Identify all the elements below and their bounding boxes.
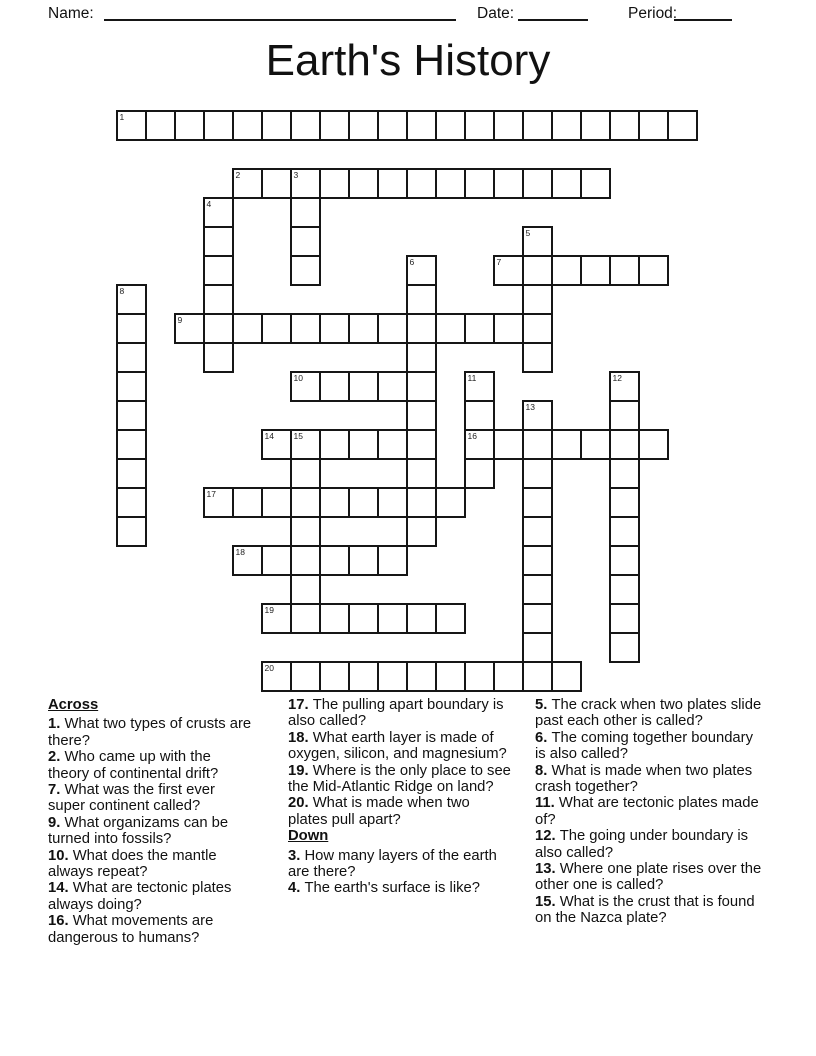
cell-number-6: 6 [409, 257, 415, 267]
clues-heading-down: Down [288, 828, 329, 845]
clue-2: 2. Who came up with the theory of continental drift? [48, 749, 219, 782]
grid-cell-r6c14[interactable] [522, 284, 553, 315]
clue-19: 19. Where is the only place to see the Mid-Atlantic Ridge on land? [288, 762, 511, 796]
name-label: Name: [48, 5, 94, 22]
grid-cell-r5c13[interactable] [493, 255, 524, 286]
clue-6: 6. The coming together boundary is also called? [535, 729, 753, 763]
grid-cell-r4c14[interactable] [522, 226, 553, 257]
cell-number-5: 5 [525, 228, 531, 238]
grid-cell-r4c3[interactable] [203, 226, 234, 257]
grid-cell-r9c0[interactable] [116, 371, 147, 402]
grid-cell-r2c4[interactable] [232, 168, 263, 199]
grid-cell-r5c10[interactable] [406, 255, 437, 286]
grid-cell-r7c4[interactable] [232, 313, 263, 344]
grid-cell-r11c9[interactable] [377, 429, 408, 460]
grid-cell-r11c17[interactable] [609, 429, 640, 460]
clue-3: 3. How many layers of the earth are there? [288, 847, 497, 881]
grid-cell-r7c2[interactable] [174, 313, 205, 344]
grid-cell-r5c15[interactable] [551, 255, 582, 286]
grid-cell-r0c18[interactable] [638, 110, 669, 141]
grid-cell-r17c11[interactable] [435, 603, 466, 634]
grid-cell-r2c13[interactable] [493, 168, 524, 199]
cell-number-4: 4 [206, 199, 212, 209]
grid-cell-r0c4[interactable] [232, 110, 263, 141]
grid-cell-r19c6[interactable] [290, 661, 321, 692]
grid-cell-r13c17[interactable] [609, 487, 640, 518]
grid-cell-r13c3[interactable] [203, 487, 234, 518]
clue-18: 18. What earth layer is made of oxygen, silicon, and magnesium? [288, 729, 507, 763]
grid-cell-r5c16[interactable] [580, 255, 611, 286]
cell-number-9: 9 [177, 315, 183, 325]
grid-cell-r2c15[interactable] [551, 168, 582, 199]
grid-cell-r0c19[interactable] [667, 110, 698, 141]
clue-12: 12. The going under boundary is also called? [535, 828, 749, 861]
grid-cell-r0c3[interactable] [203, 110, 234, 141]
cell-number-20: 20 [264, 663, 274, 673]
grid-cell-r19c12[interactable] [464, 661, 495, 692]
grid-cell-r12c14[interactable] [522, 458, 553, 489]
cell-number-19: 19 [264, 605, 274, 615]
clue-15: 15. What is the crust that is found on the Nazca plate? [535, 893, 755, 927]
grid-cell-r14c14[interactable] [522, 516, 553, 547]
cell-number-3: 3 [293, 170, 299, 180]
grid-cell-r9c7[interactable] [319, 371, 350, 402]
clue-column-3 [535, 697, 764, 927]
grid-cell-r10c14[interactable] [522, 400, 553, 431]
grid-cell-r17c14[interactable] [522, 603, 553, 634]
grid-cell-r7c9[interactable] [377, 313, 408, 344]
grid-cell-r2c5[interactable] [261, 168, 292, 199]
grid-cell-r2c14[interactable] [522, 168, 553, 199]
clue-8: 8. What is made when two plates crash together? [535, 762, 753, 796]
grid-cell-r16c14[interactable] [522, 574, 553, 605]
grid-cell-r0c0[interactable] [116, 110, 147, 141]
grid-cell-r11c16[interactable] [580, 429, 611, 460]
grid-cell-r5c17[interactable] [609, 255, 640, 286]
grid-cell-r0c10[interactable] [406, 110, 437, 141]
clue-4: 4. The earth's surface is like? [288, 880, 480, 897]
grid-cell-r13c5[interactable] [261, 487, 292, 518]
grid-cell-r10c0[interactable] [116, 400, 147, 431]
grid-cell-r19c10[interactable] [406, 661, 437, 692]
grid-cell-r8c14[interactable] [522, 342, 553, 373]
clue-16: 16. What movements are dangerous to humans? [48, 913, 214, 946]
grid-cell-r16c6[interactable] [290, 574, 321, 605]
grid-cell-r13c14[interactable] [522, 487, 553, 518]
grid-cell-r0c16[interactable] [580, 110, 611, 141]
grid-cell-r0c5[interactable] [261, 110, 292, 141]
clue-column-2 [288, 697, 512, 897]
grid-cell-r11c0[interactable] [116, 429, 147, 460]
grid-cell-r19c8[interactable] [348, 661, 379, 692]
grid-cell-r7c7[interactable] [319, 313, 350, 344]
cell-number-7: 7 [496, 257, 502, 267]
grid-cell-r15c4[interactable] [232, 545, 263, 576]
grid-cell-r12c12[interactable] [464, 458, 495, 489]
grid-cell-r7c12[interactable] [464, 313, 495, 344]
grid-cell-r11c15[interactable] [551, 429, 582, 460]
grid-cell-r7c6[interactable] [290, 313, 321, 344]
grid-cell-r12c0[interactable] [116, 458, 147, 489]
period-label: Period: [628, 5, 678, 22]
grid-cell-r14c17[interactable] [609, 516, 640, 547]
grid-cell-r17c8[interactable] [348, 603, 379, 634]
grid-cell-r11c6[interactable] [290, 429, 321, 460]
clue-10: 10. What does the mantle always repeat? [48, 847, 217, 881]
grid-cell-r2c8[interactable] [348, 168, 379, 199]
grid-cell-r2c16[interactable] [580, 168, 611, 199]
grid-cell-r7c3[interactable] [203, 313, 234, 344]
grid-cell-r2c11[interactable] [435, 168, 466, 199]
grid-cell-r7c5[interactable] [261, 313, 292, 344]
grid-cell-r13c11[interactable] [435, 487, 466, 518]
grid-cell-r13c7[interactable] [319, 487, 350, 518]
grid-cell-r4c6[interactable] [290, 226, 321, 257]
grid-cell-r17c17[interactable] [609, 603, 640, 634]
grid-cell-r0c1[interactable] [145, 110, 176, 141]
cell-number-2: 2 [235, 170, 241, 180]
grid-cell-r12c6[interactable] [290, 458, 321, 489]
grid-cell-r5c18[interactable] [638, 255, 669, 286]
clue-5: 5. The crack when two plates slide past each other is called? [535, 697, 762, 730]
grid-cell-r2c7[interactable] [319, 168, 350, 199]
grid-cell-r19c14[interactable] [522, 661, 553, 692]
grid-cell-r7c11[interactable] [435, 313, 466, 344]
grid-cell-r18c17[interactable] [609, 632, 640, 663]
clues-heading-across: Across [48, 697, 99, 713]
grid-cell-r11c7[interactable] [319, 429, 350, 460]
page-title: Earth's History [265, 36, 551, 85]
grid-cell-r12c17[interactable] [609, 458, 640, 489]
grid-cell-r0c15[interactable] [551, 110, 582, 141]
grid-cell-r2c12[interactable] [464, 168, 495, 199]
grid-cell-r19c7[interactable] [319, 661, 350, 692]
grid-cell-r7c14[interactable] [522, 313, 553, 344]
grid-cell-r13c0[interactable] [116, 487, 147, 518]
grid-cell-r6c0[interactable] [116, 284, 147, 315]
grid-cell-r8c0[interactable] [116, 342, 147, 373]
grid-cell-r17c7[interactable] [319, 603, 350, 634]
cell-number-11: 11 [467, 373, 477, 383]
cell-number-18: 18 [235, 547, 245, 557]
clue-17: 17. The pulling apart boundary is also called? [288, 697, 504, 730]
grid-cell-r15c17[interactable] [609, 545, 640, 576]
clue-14: 14. What are tectonic plates always doing? [48, 880, 232, 913]
grid-cell-r9c6[interactable] [290, 371, 321, 402]
grid-cell-r13c10[interactable] [406, 487, 437, 518]
cell-number-16: 16 [467, 431, 477, 441]
grid-cell-r0c17[interactable] [609, 110, 640, 141]
date-label: Date: [477, 5, 515, 22]
grid-cell-r14c6[interactable] [290, 516, 321, 547]
clue-11: 11. What are tectonic plates made of? [535, 795, 759, 828]
grid-cell-r15c7[interactable] [319, 545, 350, 576]
grid-cell-r8c10[interactable] [406, 342, 437, 373]
grid-cell-r9c10[interactable] [406, 371, 437, 402]
grid-cell-r9c8[interactable] [348, 371, 379, 402]
grid-cell-r15c14[interactable] [522, 545, 553, 576]
grid-cell-r3c6[interactable] [290, 197, 321, 228]
grid-cell-r10c10[interactable] [406, 400, 437, 431]
grid-cell-r2c10[interactable] [406, 168, 437, 199]
cell-number-12: 12 [612, 373, 622, 383]
grid-cell-r7c13[interactable] [493, 313, 524, 344]
grid-cell-r0c7[interactable] [319, 110, 350, 141]
grid-cell-r5c3[interactable] [203, 255, 234, 286]
grid-cell-r18c14[interactable] [522, 632, 553, 663]
grid-cell-r15c5[interactable] [261, 545, 292, 576]
grid-cell-r19c11[interactable] [435, 661, 466, 692]
grid-cell-r11c14[interactable] [522, 429, 553, 460]
clue-13: 13. Where one plate rises over the other one is called? [535, 861, 762, 894]
grid-cell-r11c12[interactable] [464, 429, 495, 460]
grid-cell-r14c0[interactable] [116, 516, 147, 547]
clue-column-1 [48, 697, 254, 946]
grid-cell-r13c6[interactable] [290, 487, 321, 518]
grid-cell-r0c2[interactable] [174, 110, 205, 141]
grid-cell-r0c11[interactable] [435, 110, 466, 141]
grid-cell-r7c0[interactable] [116, 313, 147, 344]
grid-cell-r0c6[interactable] [290, 110, 321, 141]
grid-cell-r16c17[interactable] [609, 574, 640, 605]
cell-number-8: 8 [119, 286, 125, 296]
grid-cell-r17c6[interactable] [290, 603, 321, 634]
grid-cell-r14c10[interactable] [406, 516, 437, 547]
grid-cell-r11c10[interactable] [406, 429, 437, 460]
grid-cell-r9c12[interactable] [464, 371, 495, 402]
grid-cell-r10c17[interactable] [609, 400, 640, 431]
grid-cell-r19c13[interactable] [493, 661, 524, 692]
cell-number-17: 17 [206, 489, 216, 499]
grid-cell-r19c5[interactable] [261, 661, 292, 692]
grid-cell-r11c8[interactable] [348, 429, 379, 460]
grid-cell-r19c15[interactable] [551, 661, 582, 692]
grid-cell-r15c6[interactable] [290, 545, 321, 576]
grid-cell-r11c5[interactable] [261, 429, 292, 460]
grid-cell-r12c10[interactable] [406, 458, 437, 489]
cell-number-10: 10 [293, 373, 303, 383]
cell-number-13: 13 [525, 402, 535, 412]
grid-cell-r8c3[interactable] [203, 342, 234, 373]
grid-cell-r19c9[interactable] [377, 661, 408, 692]
cell-number-14: 14 [264, 431, 274, 441]
grid-cell-r2c9[interactable] [377, 168, 408, 199]
grid-cell-r2c6[interactable] [290, 168, 321, 199]
grid-cell-r5c6[interactable] [290, 255, 321, 286]
grid-cell-r10c12[interactable] [464, 400, 495, 431]
grid-cell-r13c9[interactable] [377, 487, 408, 518]
grid-cell-r6c10[interactable] [406, 284, 437, 315]
grid-cell-r7c10[interactable] [406, 313, 437, 344]
clue-7: 7. What was the first ever super continent called? [48, 782, 215, 815]
grid-cell-r17c5[interactable] [261, 603, 292, 634]
grid-cell-r17c9[interactable] [377, 603, 408, 634]
grid-cell-r6c3[interactable] [203, 284, 234, 315]
clue-9: 9. What organizams can be turned into fossils? [48, 814, 229, 848]
grid-cell-r15c9[interactable] [377, 545, 408, 576]
grid-cell-r13c4[interactable] [232, 487, 263, 518]
grid-cell-r0c12[interactable] [464, 110, 495, 141]
grid-cell-r9c17[interactable] [609, 371, 640, 402]
grid-cell-r0c13[interactable] [493, 110, 524, 141]
grid-cell-r15c8[interactable] [348, 545, 379, 576]
grid-cell-r13c8[interactable] [348, 487, 379, 518]
grid-cell-r0c9[interactable] [377, 110, 408, 141]
clue-1: 1. What two types of crusts are there? [48, 716, 252, 749]
grid-cell-r0c8[interactable] [348, 110, 379, 141]
grid-cell-r17c10[interactable] [406, 603, 437, 634]
grid-cell-r9c9[interactable] [377, 371, 408, 402]
grid-cell-r5c14[interactable] [522, 255, 553, 286]
grid-cell-r0c14[interactable] [522, 110, 553, 141]
grid-cell-r3c3[interactable] [203, 197, 234, 228]
cell-number-1: 1 [119, 112, 125, 122]
cell-number-15: 15 [293, 431, 303, 441]
grid-cell-r7c8[interactable] [348, 313, 379, 344]
clue-20: 20. What is made when two plates pull apart? [288, 795, 470, 828]
grid-cell-r11c18[interactable] [638, 429, 669, 460]
grid-cell-r11c13[interactable] [493, 429, 524, 460]
